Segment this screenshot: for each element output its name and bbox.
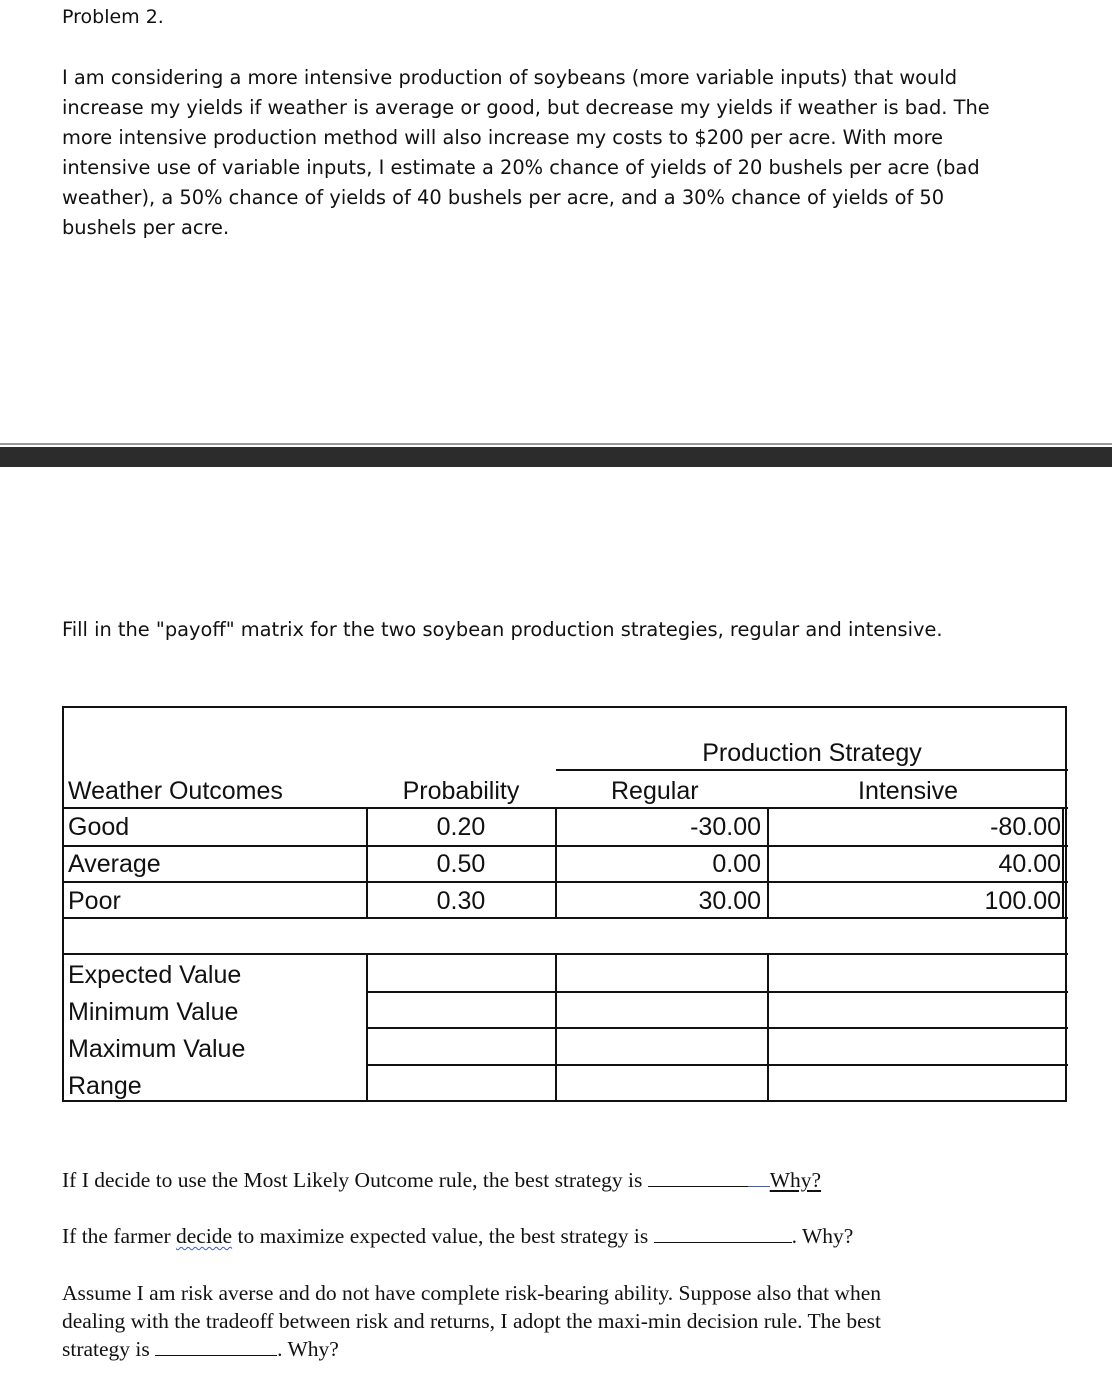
- row-label-range: Range: [68, 1072, 142, 1100]
- regular-poor: 30.00: [698, 887, 761, 915]
- prob-good: 0.20: [436, 813, 486, 841]
- answer-blank[interactable]: [648, 1166, 748, 1187]
- question-most-likely: [62, 1166, 821, 1194]
- col-rule: [1062, 807, 1064, 919]
- regular-good: -30.00: [690, 813, 761, 841]
- col-header-regular: Regular: [611, 777, 699, 805]
- instruction-text: Fill in the "payoff" matrix for the two soybean production strategies, regular and intensive.: [62, 618, 943, 641]
- row-rule: [366, 1027, 1068, 1029]
- question-text: If I decide to use the Most Likely Outcome rule, the best strategy is: [62, 1168, 643, 1192]
- col-header-probability: Probability: [402, 777, 520, 805]
- row-rule: [62, 953, 1068, 955]
- question-expected-value: [62, 1222, 853, 1250]
- row-rule: [62, 807, 1068, 809]
- row-label-minimum-value: Minimum Value: [68, 998, 239, 1026]
- problem-line: I am considering a more intensive production of soybeans (more variable inputs) that would: [62, 66, 958, 89]
- prob-average: 0.50: [436, 850, 486, 878]
- problem-line: intensive use of variable inputs, I estimate a 20% chance of yields of 20 bushels per acre (bad: [62, 156, 980, 179]
- answer-blank[interactable]: [654, 1222, 792, 1243]
- problem-line: weather), a 50% chance of yields of 40 bushels per acre, and a 30% chance of yields of 50: [62, 186, 945, 209]
- row-rule: [62, 845, 1068, 847]
- row-label-expected-value: Expected Value: [68, 961, 242, 989]
- group-header-production-strategy: Production Strategy: [702, 739, 922, 767]
- row-label-maximum-value: Maximum Value: [68, 1035, 246, 1063]
- row-label-good: Good: [68, 813, 130, 841]
- page-divider-bar: [0, 447, 1112, 467]
- col-header-weather-outcomes: Weather Outcomes: [68, 777, 283, 805]
- regular-average: 0.00: [712, 850, 761, 878]
- header-rule: [556, 769, 1068, 771]
- intensive-average: 40.00: [998, 850, 1061, 878]
- row-rule: [62, 917, 1068, 919]
- col-rule: [767, 953, 769, 1102]
- intensive-poor: 100.00: [984, 887, 1061, 915]
- problem-line: more intensive production method will also increase my costs to $200 per acre. With more: [62, 126, 944, 149]
- row-rule: [366, 991, 1068, 993]
- question-text: to maximize expected value, the best strategy is: [237, 1224, 649, 1248]
- question-text: Assume I am risk averse and do not have complete risk-bearing ability. Suppose also that when: [62, 1281, 881, 1305]
- problem-title: Problem 2.: [62, 6, 164, 28]
- problem-statement: [62, 63, 1042, 243]
- col-header-intensive: Intensive: [858, 777, 959, 805]
- question-text: dealing with the tradeoff between risk and returns, I adopt the maxi-min decision rule. The best: [62, 1309, 881, 1333]
- col-rule: [555, 953, 557, 1102]
- question-text: If the farmer: [62, 1224, 171, 1248]
- row-rule: [366, 1064, 1068, 1066]
- grammar-flagged-word: decide: [176, 1224, 233, 1248]
- col-rule: [366, 953, 368, 1102]
- why-label: Why?: [769, 1168, 822, 1192]
- answer-blank[interactable]: [155, 1335, 277, 1356]
- question-maxi-min: [62, 1279, 881, 1363]
- why-label: . Why?: [791, 1224, 854, 1248]
- row-rule: [62, 881, 1068, 883]
- intensive-good: -80.00: [990, 813, 1061, 841]
- problem-line: increase my yields if weather is average or good, but decrease my yields if weather is bad. The: [62, 96, 990, 119]
- page-divider-thin: [0, 443, 1112, 445]
- row-label-average: Average: [68, 850, 161, 878]
- question-text: strategy is: [62, 1337, 150, 1361]
- answer-blank-link[interactable]: [748, 1166, 770, 1187]
- row-label-poor: Poor: [68, 887, 121, 915]
- why-label: . Why?: [277, 1337, 339, 1361]
- prob-poor: 0.30: [436, 887, 486, 915]
- problem-line: bushels per acre.: [62, 216, 230, 239]
